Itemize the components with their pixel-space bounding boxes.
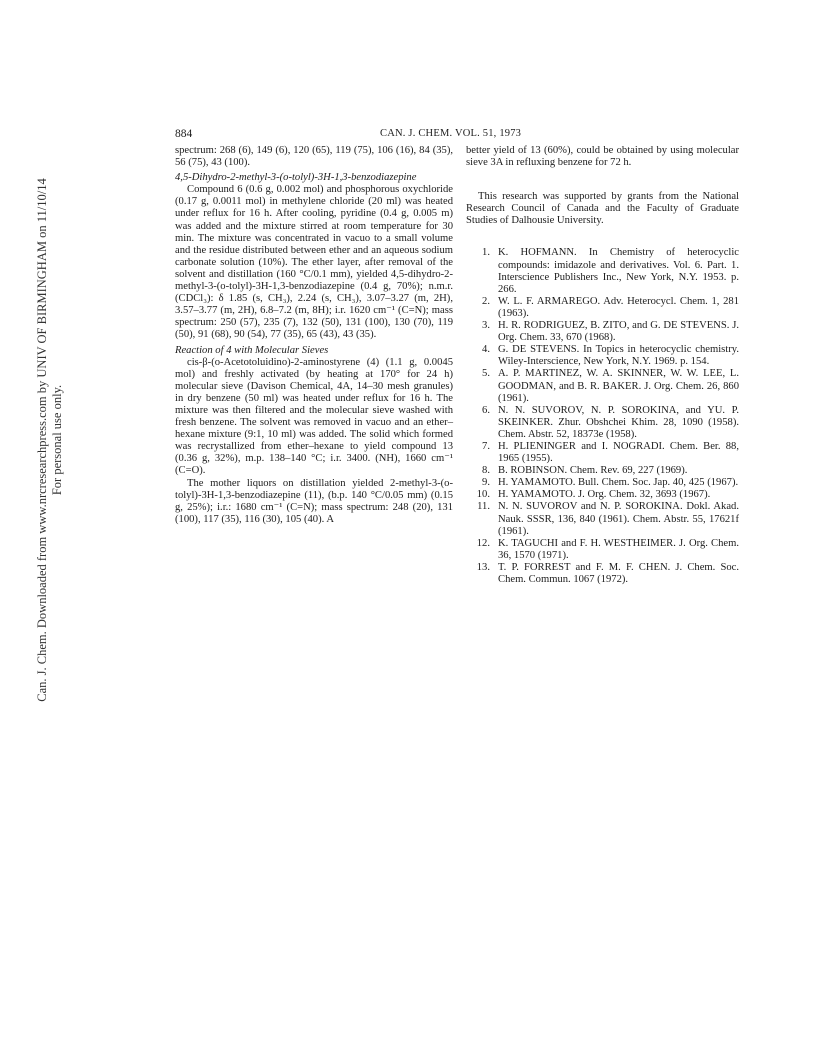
download-notice: Can. J. Chem. Downloaded from www.nrcresearchpress.com by UNIV OF BIRMINGHAM on 11/10/14 (35, 178, 49, 702)
reference-text: B. ROBINSON. Chem. Rev. 69, 227 (1969). (498, 465, 688, 477)
paragraph-better-yield: better yield of 13 (60%), could be obtained by using molecular sieve 3A in refluxing benzene for 72 h. (466, 145, 739, 169)
reference-item (466, 441, 739, 465)
reference-text: K. HOFMANN. In Chemistry of heterocyclic compounds: imidazole and derivatives. Vol. 6. Part. 1. Interscience Publishers Inc., New York, N.Y. 1953. p. 266. (498, 247, 739, 295)
reference-text: N. N. SUVOROV, N. P. SOROKINA, and YU. P. SKEINKER. Zhur. Obshchei Khim. 28, 1090 (1958). Chem. Abstr. 52, 18373e (1958). (498, 404, 739, 440)
reference-number: 4. (482, 344, 490, 356)
reference-number: 10. (476, 489, 490, 501)
reference-item (466, 344, 739, 368)
reference-text: G. DE STEVENS. In Topics in heterocyclic chemistry. Wiley-Interscience, New York, N.Y. 1969. p. 154. (498, 344, 739, 368)
left-column (175, 145, 453, 526)
reference-number: 9. (482, 477, 490, 489)
reference-number: 11. (477, 501, 490, 513)
reference-text: W. L. F. ARMAREGO. Adv. Heterocycl. Chem. 1, 281 (1963). (498, 295, 739, 319)
reference-text: H. YAMAMOTO. J. Org. Chem. 32, 3693 (1967). (498, 489, 711, 501)
running-header: CAN. J. CHEM. VOL. 51, 1973 (380, 128, 522, 139)
reference-number: 1. (482, 247, 490, 259)
reference-text: N. N. SUVOROV and N. P. SOROKINA. Dokl. Akad. Nauk. SSSR, 136, 840 (1961). Chem. Abstr. 55, 17621f (1961). (498, 501, 739, 537)
acknowledgement: This research was supported by grants from the National Research Council of Canada and the Faculty of Graduate Studies of Dalhousie University. (466, 191, 739, 227)
reference-item (466, 489, 739, 501)
reference-item (466, 296, 739, 320)
reference-number: 3. (482, 320, 490, 332)
reference-item (466, 538, 739, 562)
reference-number: 2. (482, 295, 490, 307)
reference-item (466, 405, 739, 441)
reference-text: H. PLIENINGER and I. NOGRADI. Chem. Ber. 88, 1965 (1955). (498, 440, 739, 465)
personal-use-notice: For personal use only. (50, 384, 64, 496)
reference-text: K. TAGUCHI and F. H. WESTHEIMER. J. Org. Chem. 36, 1570 (1971). (498, 537, 739, 561)
page-number: 884 (175, 128, 193, 140)
reference-text: A. P. MARTINEZ, W. A. SKINNER, W. W. LEE, L. GOODMAN, and B. R. BAKER. J. Org. Chem. 26, 860 (1961). (498, 368, 739, 404)
paragraph-compound-6: Compound 6 (0.6 g, 0.002 mol) and phosphorous oxychloride (0.17 g, 0.0011 mol) in methylene chloride (20 ml) was heated under reflux for 16 h. After cooling, pyridine (0.4 g, 0.005 m) was added and the mixture stirred at room temperature for 30 min. The mixture was concentrated in vacuo to a small volume and the residue distributed between ether and an aqueous sodium carbonate solution (10%). The ether layer, after removal of the solvent and distillation (160 °C/0.1 mm), yielded 4,5-dihydro-2-methyl-3-(o-tolyl)-3H-1,3-benzodiazepine (0.4 g, 70%); n.m.r. (CDCl₃): δ 1.85 (s, CH₃), 2.24 (s, CH₃), 3.07–3.27 (m, 2H), 3.57–3.77 (m, 2H), 6.8–7.2 (m, 8H); i.r. 1620 cm⁻¹ (C=N); mass spectrum: 250 (57), 235 (7), 132 (50), 131 (100), 130 (70), 119 (50), 91 (68), 90 (54), 77 (35), 65 (43), 43 (35). (175, 184, 453, 341)
reference-item (466, 368, 739, 404)
reference-number: 13. (476, 561, 490, 573)
reference-item (466, 320, 739, 344)
reference-item (466, 247, 739, 295)
reference-number: 6. (482, 404, 490, 416)
reference-list (466, 247, 739, 586)
reference-item (466, 501, 739, 537)
reference-number: 8. (482, 465, 490, 477)
reference-item (466, 477, 739, 489)
reference-text: H. YAMAMOTO. Bull. Chem. Soc. Jap. 40, 425 (1967). (498, 477, 739, 489)
section-heading-benzodiazepine: 4,5-Dihydro-2-methyl-3-(o-tolyl)-3H-1,3-benzodiazepine (175, 172, 417, 184)
reference-number: 7. (482, 440, 490, 452)
paragraph-spectrum-end: spectrum: 268 (6), 149 (6), 120 (65), 119 (75), 106 (16), 84 (35), 56 (75), 43 (100). (175, 145, 453, 169)
paragraph-reaction-4: cis-β-(o-Acetotoluidino)-2-aminostyrene (4) (1.1 g, 0.0045 mol) and freshly activated (by heating at 170° for 24 h) molecular sieve (Davison Chemical, 4A, 14–30 mesh granules) in dry benzene (50 ml) was heated under reflux for 16 h. The mixture was then filtered and the molecular sieve washed with fresh benzene. The solvent was removed in vacuo and an ether–hexane mixture (9:1, 10 ml) was added. The solid which formed was recrystallized from ether–hexane to yield compound 13 (0.36 g, 32%), m.p. 138–140 °C; i.r. 3400. (NH), 1660 cm⁻¹ (C=O). (175, 356, 453, 477)
download-watermark (35, 120, 65, 760)
section-heading-molecular-sieves: Reaction of 4 with Molecular Sieves (175, 344, 329, 356)
reference-number: 5. (482, 368, 490, 380)
paragraph-mother-liquors: The mother liquors on distillation yielded 2-methyl-3-(o-tolyl)-3H-1,3-benzodiazepine (11), (b.p. 140 °C/0.05 mm) (0.15 g, 25%); i.r.: 1680 cm⁻¹ (C=N); mass spectrum: 248 (20), 131 (100), 117 (35), 116 (30), 105 (40). A (175, 477, 453, 525)
reference-item (466, 562, 739, 586)
reference-text: H. R. RODRIGUEZ, B. ZITO, and G. DE STEVENS. J. Org. Chem. 33, 670 (1968). (498, 320, 739, 344)
reference-item (466, 465, 739, 477)
right-column (466, 145, 739, 586)
reference-text: T. P. FORREST and F. M. F. CHEN. J. Chem. Soc. Chem. Commun. 1067 (1972). (498, 561, 739, 585)
reference-number: 12. (476, 537, 490, 549)
